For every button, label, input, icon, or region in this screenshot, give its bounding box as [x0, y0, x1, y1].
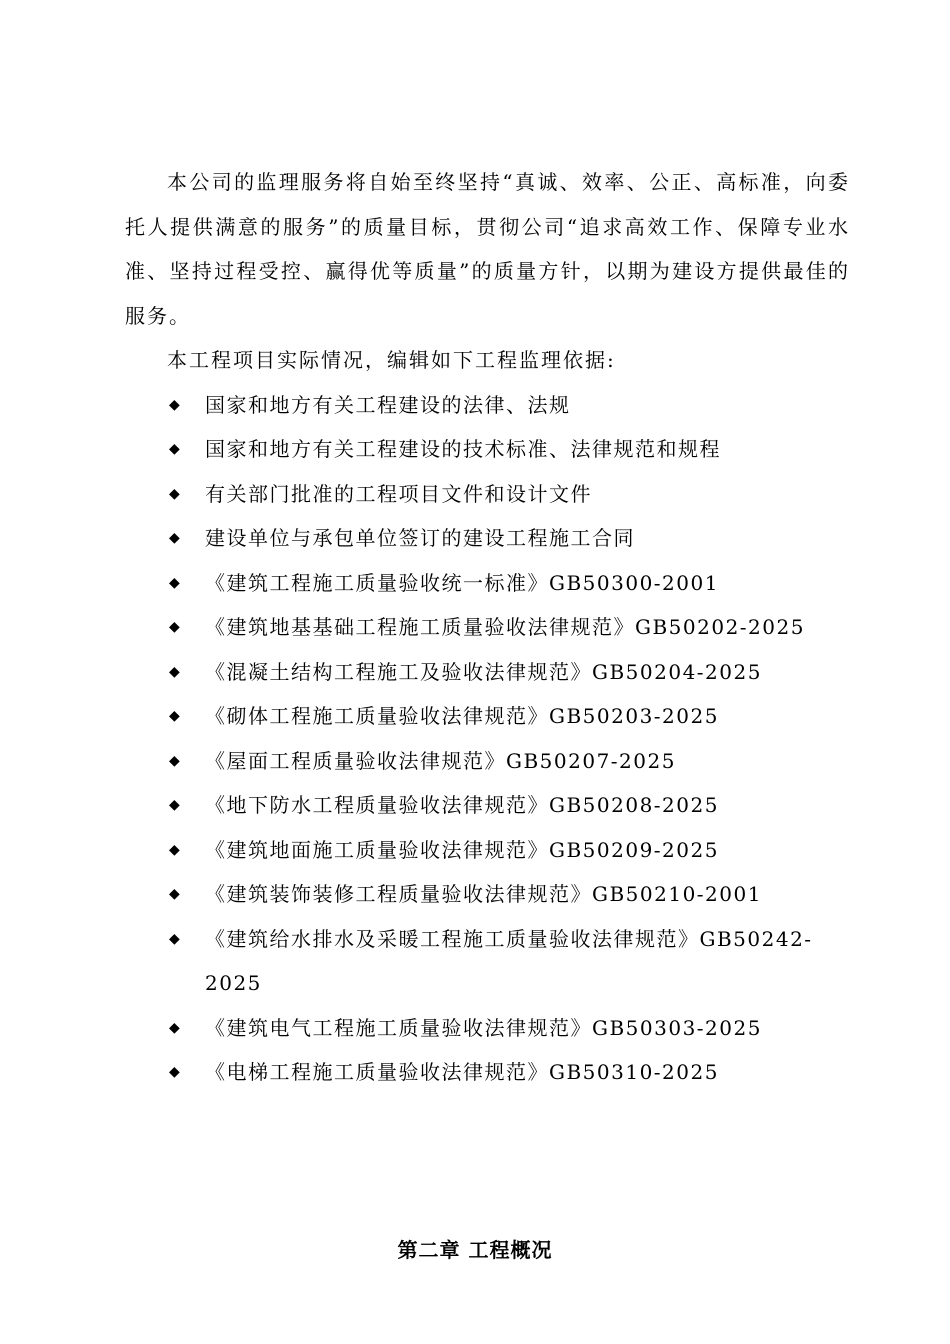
diamond-bullet-icon: ◆ — [169, 797, 182, 813]
list-item — [125, 516, 850, 561]
list-item-text: 《屋面工程质量验收法律规范》GB50207-2025 — [205, 748, 676, 773]
diamond-bullet-icon: ◆ — [169, 663, 182, 680]
list-item-text: 有关部门批准的工程项目文件和设计文件 — [205, 481, 592, 506]
list-item — [125, 872, 850, 917]
diamond-bullet-icon: ◆ — [169, 1064, 182, 1080]
list-item — [125, 427, 850, 472]
diamond-bullet-icon: ◆ — [169, 1019, 182, 1036]
list-item — [125, 383, 850, 428]
list-item-text: 《建筑工程施工质量验收统一标准》GB50300-2001 — [205, 570, 719, 595]
diamond-bullet-icon: ◆ — [169, 441, 182, 457]
document-body — [125, 160, 850, 1095]
list-item-text: 国家和地方有关工程建设的法律、法规 — [205, 392, 571, 417]
diamond-bullet-icon: ◆ — [169, 530, 182, 546]
list-item — [125, 650, 850, 695]
diamond-bullet-icon: ◆ — [169, 574, 182, 591]
list-item — [125, 1006, 850, 1051]
list-item — [125, 917, 850, 1006]
list-item-text: 《建筑装饰装修工程质量验收法律规范》GB50210-2001 — [205, 882, 762, 906]
list-item-text: 《建筑地基基础工程施工质量验收法律规范》GB50202-2025 — [205, 615, 805, 639]
list-item-text: 国家和地方有关工程建设的技术标准、法律规范和规程 — [205, 437, 721, 461]
list-item-text: 《建筑给水排水及采暖工程施工质量验收法律规范》GB50242-2025 — [205, 926, 813, 995]
diamond-bullet-icon: ◆ — [169, 396, 182, 413]
list-item — [125, 1050, 850, 1095]
diamond-bullet-icon: ◆ — [169, 485, 182, 502]
list-item-text: 《混凝土结构工程施工及验收法律规范》GB50204-2025 — [205, 659, 762, 684]
list-item — [125, 739, 850, 784]
diamond-bullet-icon: ◆ — [169, 886, 182, 902]
list-item — [125, 783, 850, 828]
list-item-text: 《电梯工程施工质量验收法律规范》GB50310-2025 — [205, 1060, 719, 1084]
supervision-basis-list — [125, 383, 850, 1095]
list-item-text: 建设单位与承包单位签订的建设工程施工合同 — [205, 526, 635, 550]
quality-objective-paragraph: 本公司的监理服务将自始至终坚持“真诚、效率、公正、高标准，向委托人提供满意的服务”的质量目标，贯彻公司“追求高效工作、保障专业水准、坚持过程受控、赢得优等质量”的质量方针，以期为建设方提供最佳的服务。 — [125, 170, 850, 328]
diamond-bullet-icon: ◆ — [169, 841, 182, 858]
list-item — [125, 828, 850, 873]
list-item-text: 《地下防水工程质量验收法律规范》GB50208-2025 — [205, 793, 719, 817]
diamond-bullet-icon: ◆ — [169, 930, 182, 947]
list-item-text: 《建筑电气工程施工质量验收法律规范》GB50303-2025 — [205, 1015, 762, 1040]
chapter-title: 第二章 工程概况 — [397, 1238, 553, 1262]
list-item — [125, 472, 850, 517]
diamond-bullet-icon: ◆ — [169, 708, 182, 724]
list-item-text: 《建筑地面施工质量验收法律规范》GB50209-2025 — [205, 837, 719, 862]
list-item — [125, 694, 850, 739]
list-item-text: 《砌体工程施工质量验收法律规范》GB50203-2025 — [205, 704, 719, 728]
diamond-bullet-icon: ◆ — [169, 752, 182, 769]
list-item — [125, 561, 850, 606]
list-item — [125, 605, 850, 650]
supervision-basis-intro: 本工程项目实际情况，编辑如下工程监理依据: — [167, 348, 616, 372]
diamond-bullet-icon: ◆ — [169, 619, 182, 635]
